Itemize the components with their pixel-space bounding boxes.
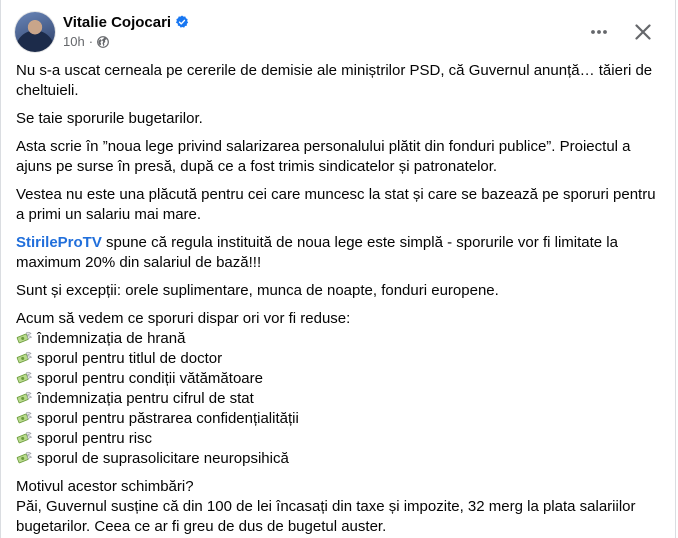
post-header [15,12,661,52]
list-item [16,449,665,469]
avatar[interactable] [15,12,55,52]
globe-icon[interactable] [97,36,109,48]
post-meta [63,34,109,50]
author-name[interactable]: Vitalie Cojocari [63,14,172,31]
close-button[interactable] [625,14,661,50]
post-time[interactable]: 10h [63,34,85,49]
list-item-text: îndemnizația de hrană [37,330,186,347]
list-item-text: sporul pentru titlul de doctor [37,350,223,367]
post-paragraph: Se taie sporurile bugetarilor. [16,110,203,127]
stirileprotv-link[interactable]: StirileProTV [16,234,102,251]
list-item [16,369,665,389]
list-item-text: sporul pentru risc [37,430,153,447]
money-with-wings-emoji [16,410,32,426]
post-paragraph: Nu s-a uscat cerneala pe cererile de demisie ale miniștrilor PSD, că Guvernul anunță… tăieri de cheltuieli. [16,62,653,99]
post-paragraph: Vestea nu este una plăcută pentru cei care muncesc la stat și care se bazează pe sporuri pentru a primi un salariu mai mare. [16,186,656,223]
list-item [16,409,665,429]
author-name-row [63,13,189,33]
list-item [16,329,665,349]
post-paragraph: Asta scrie în ”noua lege privind salarizarea personalului plătit din fonduri publice”. Proiectul a ajuns pe surse în presă, după ce a fost trimis sindicatelor și patronatelor. [16,138,631,175]
money-with-wings-emoji [16,390,32,406]
closing-question: Motivul acestor schimbări? [16,478,194,495]
more-options-button[interactable] [581,14,617,50]
list-item-text: îndemnizația pentru cifrul de stat [37,390,254,407]
close-icon [633,22,653,42]
meta-separator: · [88,34,94,49]
closing-paragraph [16,477,665,537]
more-options-icon [589,22,609,42]
post-paragraph: Sunt și excepții: orele suplimentare, munca de noapte, fonduri europene. [16,282,499,299]
money-with-wings-emoji [16,430,32,446]
list-item-text: sporul pentru condiții vătămătoare [37,370,263,387]
post-paragraph [16,233,665,273]
list-item-text: sporul de suprasolicitare neuropsihică [37,450,289,467]
money-with-wings-emoji [16,370,32,386]
closing-answer: Păi, Guvernul susține că din 100 de lei încasați din taxe și impozite, 32 merg la plata salariilor bugetarilor. Ceea ce ar fi greu de dus de bugetul auster. [16,498,636,535]
post-text [16,61,665,538]
post-paragraph-text: spune că regula instituită de noua lege este simplă - sporurile vor fi limitate la maximum 20% din salariul de bază!!! [16,234,618,271]
list-item-text: sporul pentru păstrarea confidențialității [37,410,299,427]
money-with-wings-emoji [16,450,32,466]
list-intro: Acum să vedem ce sporuri dispar ori vor fi reduse: [16,310,351,327]
money-with-wings-emoji [16,330,32,346]
money-with-wings-emoji [16,350,32,366]
allowance-list [16,309,665,469]
verified-badge-icon [175,15,189,29]
list-item [16,389,665,409]
list-item [16,349,665,369]
list-item [16,429,665,449]
